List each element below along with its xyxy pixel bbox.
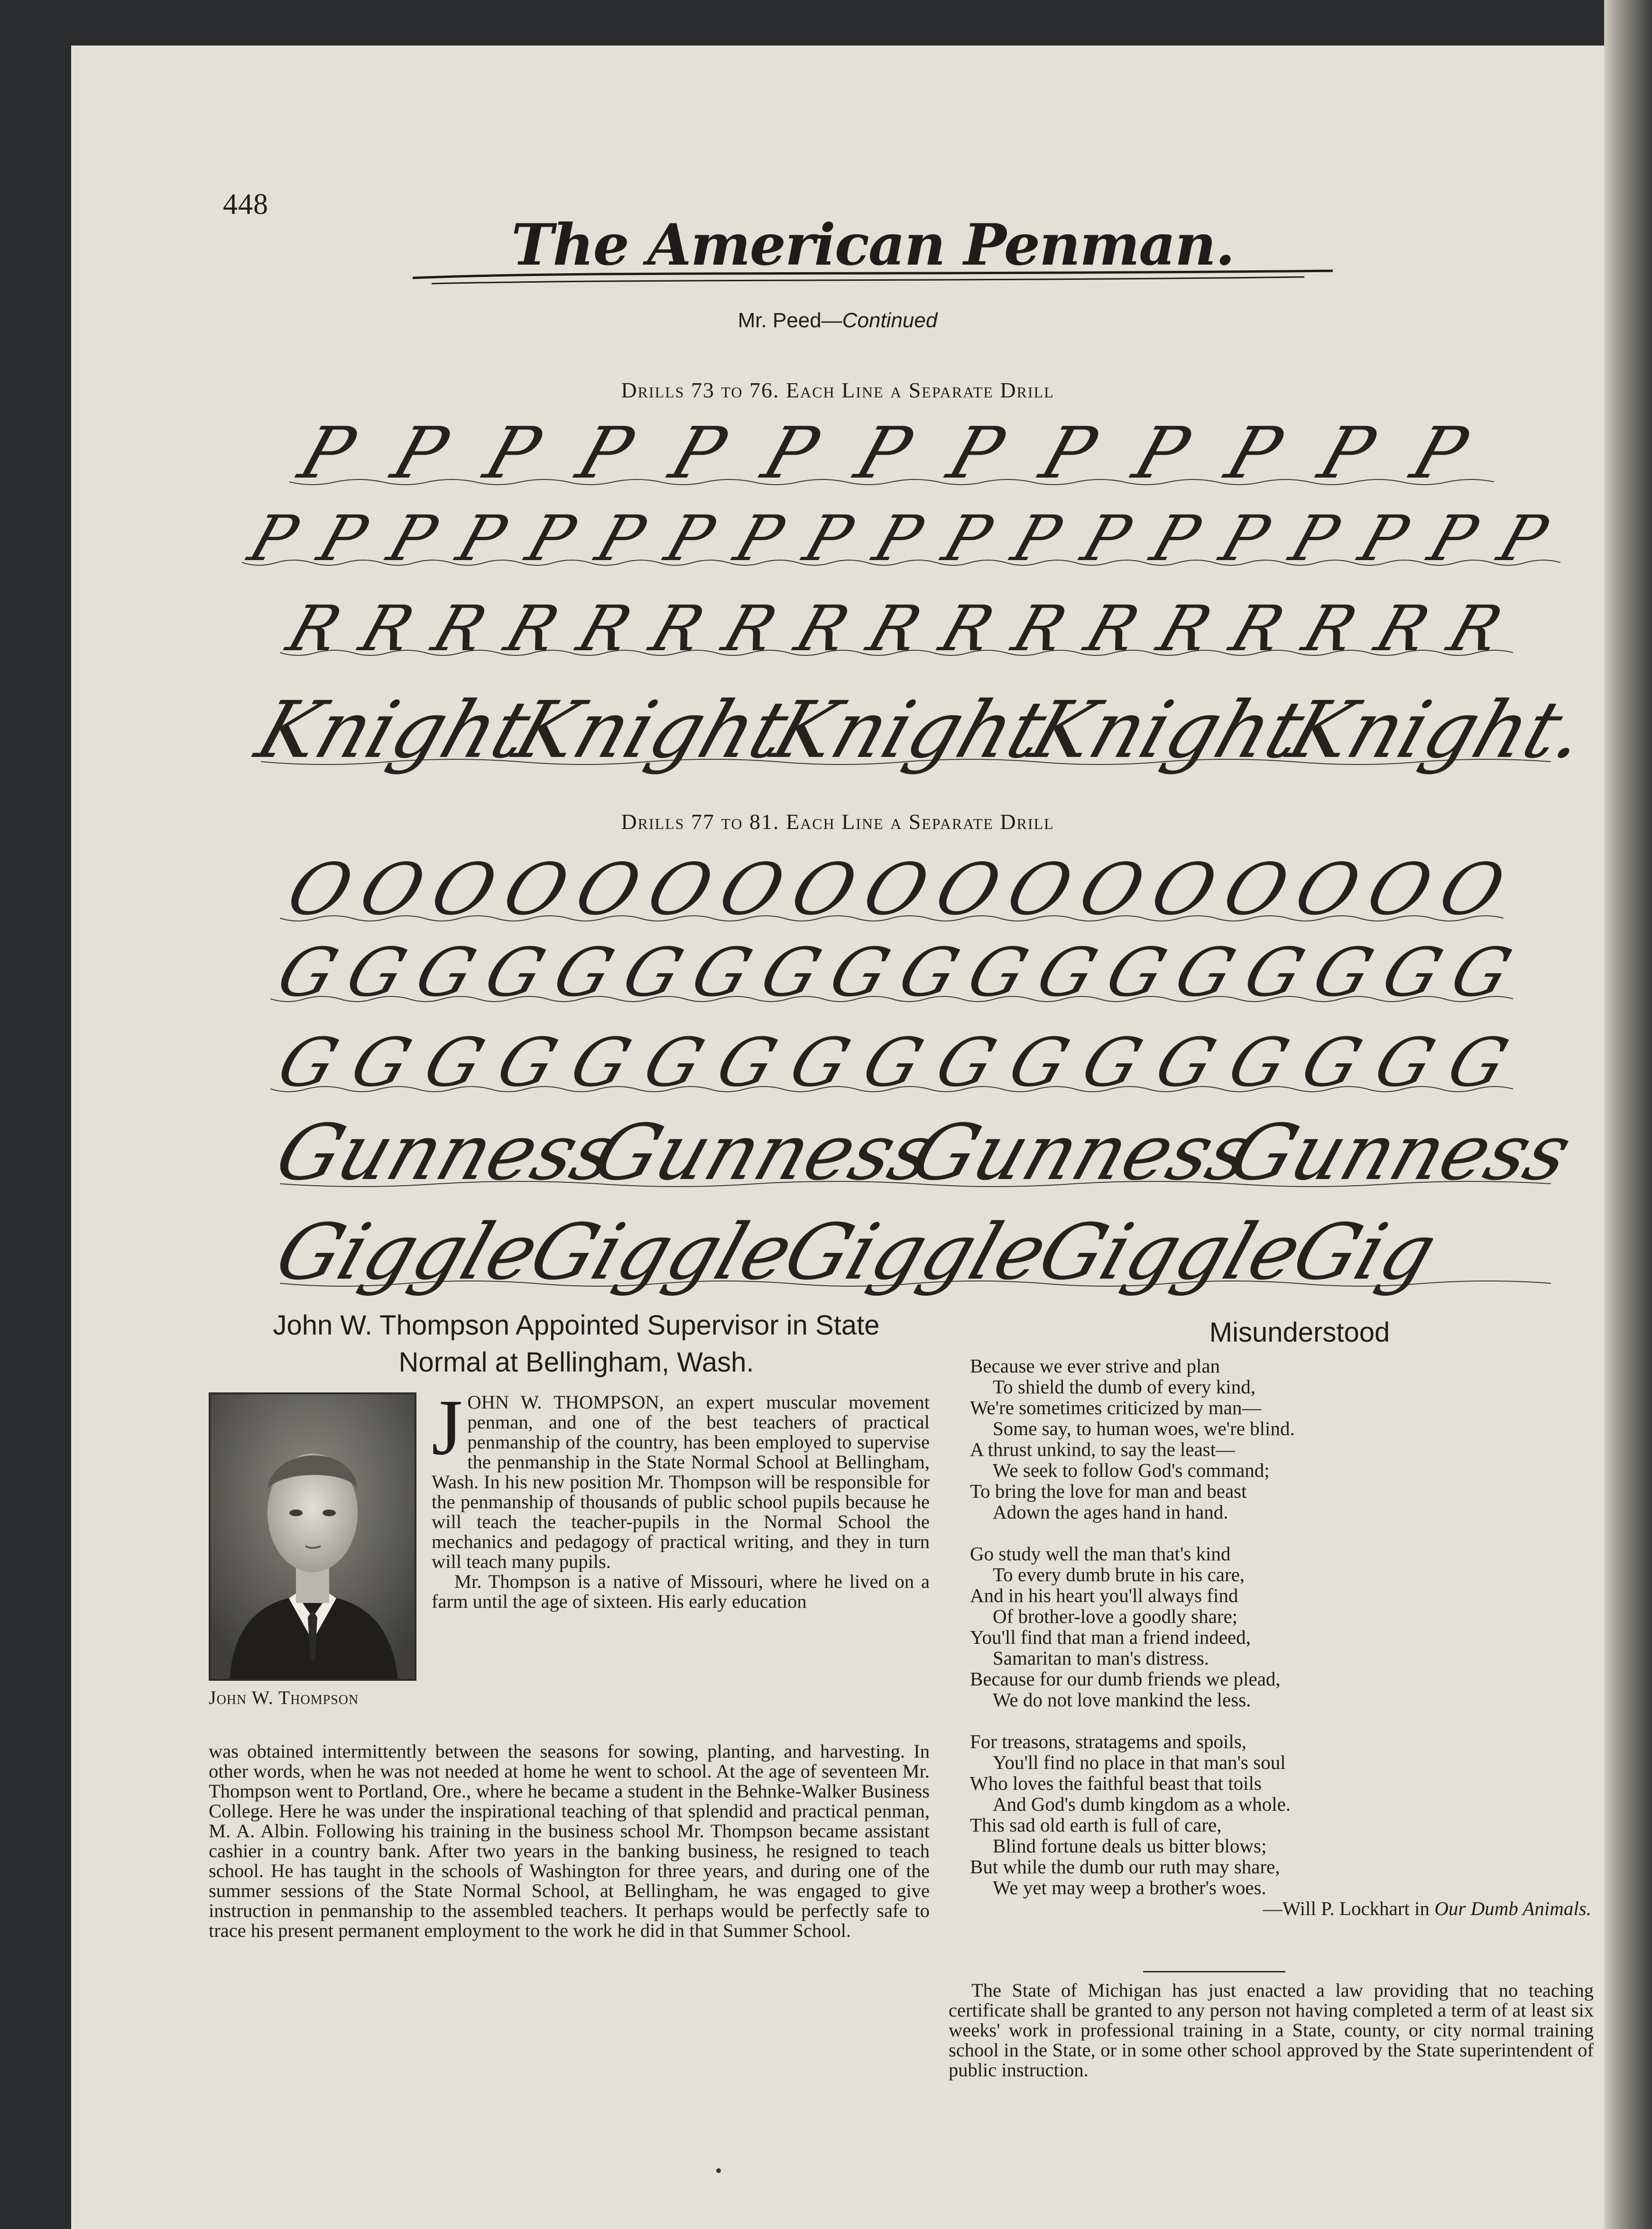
drill-glyph: P	[1217, 412, 1292, 495]
drill-glyph: R	[424, 592, 495, 665]
poem-title: Misunderstood	[1209, 1317, 1390, 1348]
poem-source: Our Dumb Animals.	[1434, 1897, 1591, 1919]
drill-glyph: Knight	[504, 684, 800, 776]
drill-glyph: R	[278, 592, 350, 665]
drill-glyph: O	[1213, 848, 1298, 931]
drill-row-capital-r	[278, 591, 1513, 665]
drill-glyph: Giggle	[774, 1207, 1058, 1297]
drill-heading-77-81: Drills 77 to 81. Each Line a Separate Drill	[621, 810, 1054, 834]
poem-line: Blind fortune deals us bitter blows;	[993, 1835, 1267, 1857]
drill-glyph: G	[751, 934, 830, 1012]
drill-glyph: R	[786, 592, 858, 665]
poem-line: We yet may weep a brother's woes.	[993, 1877, 1266, 1898]
drill-glyph: G	[1219, 1024, 1298, 1102]
poem-line: You'll find no place in that man's soul	[993, 1751, 1286, 1773]
drill-glyph: P	[726, 502, 793, 575]
poem-stanza	[970, 1355, 1601, 1522]
drill-glyph: G	[341, 1024, 421, 1102]
drill-glyph: G	[415, 1024, 494, 1102]
drill-glyph: P	[1124, 412, 1199, 495]
drill-glyph: R	[1222, 592, 1293, 665]
drill-glyph: O	[565, 848, 650, 931]
drill-glyph: G	[337, 934, 416, 1012]
drill-glyph: R	[1294, 592, 1366, 665]
drill-glyph: Knight	[1020, 684, 1316, 776]
article-text-beside-photo	[432, 1383, 930, 1612]
drill-glyph: G	[780, 1024, 859, 1102]
poem-line: Of brother-love a goodly share;	[993, 1605, 1238, 1627]
poem-line: And God's dumb kingdom as a whole.	[993, 1793, 1291, 1815]
drill-glyph: O	[493, 848, 579, 931]
drill-glyph: P	[934, 502, 1000, 575]
drill-glyph: G	[268, 1024, 348, 1102]
drill-glyph: G	[406, 934, 485, 1012]
drill-glyph: G	[1365, 1024, 1444, 1102]
subtitle-name: Mr. Peed—	[738, 309, 842, 332]
poem-body	[970, 1355, 1601, 1919]
poem-line: Some say, to human woes, we're blind.	[993, 1418, 1295, 1439]
drill-glyph: O	[277, 848, 362, 931]
drill-glyph: G	[634, 1024, 713, 1102]
drill-glyph: O	[1429, 848, 1514, 931]
drill-glyph: O	[1285, 848, 1370, 931]
drill-glyph: G	[958, 934, 1037, 1012]
poem-line: We're sometimes criticized by man—	[970, 1397, 1262, 1418]
drill-glyph: P	[1402, 412, 1477, 495]
drill-glyph: P	[382, 412, 457, 495]
drill-glyph: O	[1069, 848, 1154, 931]
drill-glyph: G	[1438, 1024, 1517, 1102]
drill-glyph: Knight.	[1278, 684, 1598, 776]
article-title-line-2: Normal at Bellingham, Wash.	[398, 1347, 754, 1378]
poem-line: Go study well the man that's kind	[970, 1543, 1231, 1565]
drill-glyph: P	[1350, 502, 1417, 575]
drill-glyph: O	[853, 848, 939, 931]
drill-row-capital-o	[277, 847, 1514, 931]
drill-glyph: P	[475, 412, 550, 495]
drill-glyph: R	[1149, 592, 1220, 665]
drill-row-capital-p-2	[240, 501, 1560, 575]
drill-glyph: P	[310, 502, 376, 575]
poem-line: Adown the ages hand in hand.	[993, 1501, 1228, 1523]
drill-glyph: O	[349, 848, 434, 931]
drill-glyph: O	[637, 848, 722, 931]
article-subtitle	[71, 309, 1604, 332]
poem-line: Who loves the faithful beast that toils	[970, 1772, 1262, 1794]
drill-glyph: R	[1004, 592, 1075, 665]
drill-glyph: P	[1489, 502, 1556, 575]
poem-line: To shield the dumb of every kind,	[993, 1376, 1255, 1398]
drill-glyph: G	[268, 934, 347, 1012]
drill-glyph: P	[1420, 502, 1486, 575]
page-number: 448	[223, 188, 268, 221]
drill-glyph: R	[641, 592, 713, 665]
subtitle-continued: Continued	[842, 309, 938, 332]
drill-glyph: G	[1165, 934, 1245, 1012]
masthead-title: The American Penman.	[511, 212, 1235, 278]
drill-row-giggle	[265, 1188, 1551, 1297]
ink-speck	[716, 2168, 721, 2173]
magazine-page	[71, 46, 1604, 2229]
drill-glyph: R	[1077, 592, 1148, 665]
poem-line: For treasons, stratagems and spoils,	[970, 1731, 1247, 1752]
drill-glyph: Gunness	[1218, 1108, 1582, 1197]
poem-stanza	[970, 1731, 1601, 1898]
drill-heading-73-76: Drills 73 to 76. Each Line a Separate Drill	[621, 378, 1054, 402]
drill-glyph: G	[707, 1024, 786, 1102]
drill-glyph: P	[865, 502, 931, 575]
poem-line: To every dumb brute in his care,	[993, 1564, 1245, 1585]
drill-glyph: Knight	[762, 684, 1058, 776]
drill-glyph: P	[240, 502, 306, 575]
drill-glyph: P	[660, 412, 736, 495]
michigan-note: The State of Michigan has just enacted a law providing that no teaching certificate shall be granted to any person not having completed a term of at least six weeks' work in professional training in a State, county, or city normal training school in the State, or in some other school approved by the State superintendent of public instruction.	[949, 1980, 1594, 2081]
article-title-line-1: John W. Thompson Appointed Supervisor in State	[273, 1310, 880, 1341]
drill-glyph: R	[1367, 592, 1438, 665]
drill-glyph: P	[1143, 502, 1209, 575]
drill-row-capital-g-2	[268, 1022, 1517, 1102]
article-title	[209, 1307, 944, 1381]
drill-glyph: Knight	[246, 684, 542, 776]
drill-glyph: R	[1439, 592, 1511, 665]
drill-glyph: Gunness	[265, 1108, 629, 1197]
drill-glyph: R	[859, 592, 930, 665]
drill-glyph: O	[925, 848, 1010, 931]
drill-glyph: O	[421, 848, 507, 931]
drill-glyph: P	[1031, 412, 1106, 495]
drill-glyph: G	[1303, 934, 1383, 1012]
drill-glyph: O	[997, 848, 1082, 931]
poem-line: This sad old earth is full of care,	[970, 1814, 1222, 1836]
drill-glyph: P	[1212, 502, 1278, 575]
portrait-figure	[211, 1394, 415, 1679]
drill-glyph: P	[448, 502, 515, 575]
poem-line: Samaritan to man's distress.	[993, 1647, 1209, 1669]
drill-glyph: O	[1141, 848, 1227, 931]
portrait-caption: John W. Thompson	[209, 1687, 359, 1708]
drill-glyph: G	[820, 934, 899, 1012]
drill-glyph: Giggle	[1028, 1207, 1312, 1297]
drill-glyph: Giggle	[519, 1207, 804, 1297]
poem-line: And in his heart you'll always find	[970, 1584, 1238, 1606]
drill-glyph: G	[1072, 1024, 1152, 1102]
poem-line: A thrust unkind, to say the least—	[970, 1438, 1236, 1460]
poem-attribution	[970, 1898, 1601, 1919]
drill-glyph: G	[488, 1024, 567, 1102]
drill-glyph: O	[1357, 848, 1442, 931]
drill-glyph: P	[379, 502, 445, 575]
poem-author: —Will P. Lockhart in	[1263, 1897, 1435, 1919]
drill-glyph: G	[613, 934, 692, 1012]
drill-glyph: P	[1004, 502, 1070, 575]
poem-line: You'll find that man a friend indeed,	[970, 1626, 1251, 1648]
drill-glyph: G	[853, 1024, 932, 1102]
drill-glyph: G	[926, 1024, 1006, 1102]
drill-glyph: Giggle	[265, 1207, 550, 1297]
drill-glyph: G	[1146, 1024, 1225, 1102]
drill-glyph: P	[290, 412, 365, 495]
drill-glyph: P	[587, 502, 654, 575]
drill-glyph: P	[1073, 502, 1139, 575]
drill-glyph: R	[351, 592, 423, 665]
poem-line: But while the dumb our ruth may share,	[970, 1856, 1280, 1878]
drill-glyph: R	[714, 592, 785, 665]
drill-glyph: G	[475, 934, 554, 1012]
drill-row-capital-g-1	[268, 932, 1521, 1012]
book-spine-edge	[1604, 0, 1652, 2229]
drill-glyph: G	[682, 934, 761, 1012]
section-divider	[1143, 1971, 1285, 1972]
drill-row-capital-p-1	[289, 411, 1494, 495]
portrait-photo	[209, 1392, 416, 1681]
drill-glyph: P	[518, 502, 584, 575]
poem-line: We do not love mankind the less.	[993, 1689, 1251, 1711]
article-paragraph-2-continued: was obtained intermittently between the seasons for sowing, planting, and harvesting. In other words, when he was not needed at home he went to school. At the age of seventeen Mr. Thompson went to Portland, Ore., where he became a student in the Behnke-Walker Business College. Here he was under the inspirational teaching of that splendid and practical penman, M. A. Albin. Following his training in the business school Mr. Thompson became assistant cashier in a country bank. After two years in the banking business, he resigned to teach school. He has taught in the schools of Washington for three years, and during one of the summer sessions of the State Normal School, at Bellingham, he was engaged to give instruction in penmanship to the assembled teachers. It perhaps would be perfectly safe to trace his present permanent employment to the work he did in that Summer School.	[209, 1741, 930, 1941]
drill-glyph: G	[561, 1024, 640, 1102]
drill-glyph: G	[1027, 934, 1107, 1012]
drill-glyph: P	[1281, 502, 1347, 575]
drill-glyph: G	[1096, 934, 1175, 1012]
drill-glyph: G	[1235, 934, 1313, 1012]
drill-glyph: G	[999, 1024, 1079, 1102]
article-paragraph-1: OHN W. THOMPSON, an expert muscular movement penman, and one of the best teachers of practical penmanship of the country, has been employed to supervise the penmanship in the State Normal School at Bellingham, Wash. In his new position Mr. Thompson will be responsible for the penmanship of thousands of public school pupils because he will teach the teacher-pupils in the Normal School the mechanics and pedagogy of practical writing, and they in turn will teach many pupils.	[432, 1391, 930, 1572]
drill-glyph: G	[889, 934, 969, 1012]
drill-glyph: G	[1292, 1024, 1371, 1102]
drill-glyph: R	[496, 592, 568, 665]
drill-glyph: R	[932, 592, 1003, 665]
drill-row-knight	[246, 667, 1598, 776]
drill-glyph: Gunness	[901, 1108, 1264, 1197]
drill-glyph: G	[544, 934, 623, 1012]
drop-cap: J	[432, 1383, 463, 1472]
drill-glyph: P	[938, 412, 1014, 495]
drill-glyph: Gig	[1282, 1207, 1447, 1297]
poem-line: Because we ever strive and plan	[970, 1355, 1220, 1377]
poem-stanza	[970, 1543, 1601, 1710]
drill-glyph: P	[846, 412, 921, 495]
poem-line: We seek to follow God's command;	[993, 1459, 1270, 1481]
masthead-logo	[403, 174, 1342, 302]
drill-glyph: P	[656, 502, 723, 575]
poem-line: To bring the love for man and beast	[970, 1480, 1247, 1502]
drill-glyph: Gunness	[583, 1108, 947, 1197]
drill-glyph: O	[709, 848, 794, 931]
drill-glyph: R	[569, 592, 640, 665]
poem-line: Because for our dumb friends we plead,	[970, 1668, 1281, 1690]
drill-row-gunness	[265, 1108, 1582, 1197]
drill-glyph: G	[1373, 934, 1451, 1012]
drill-glyph: P	[568, 412, 643, 495]
drill-glyph: O	[781, 848, 867, 931]
drill-glyph: P	[1309, 412, 1384, 495]
article-paragraph-2-start: Mr. Thompson is a native of Missouri, where he lived on a farm until the age of sixteen. His early education	[432, 1571, 930, 1612]
drill-glyph: P	[795, 502, 862, 575]
drill-glyph: P	[753, 412, 828, 495]
drill-glyph: G	[1441, 934, 1521, 1012]
